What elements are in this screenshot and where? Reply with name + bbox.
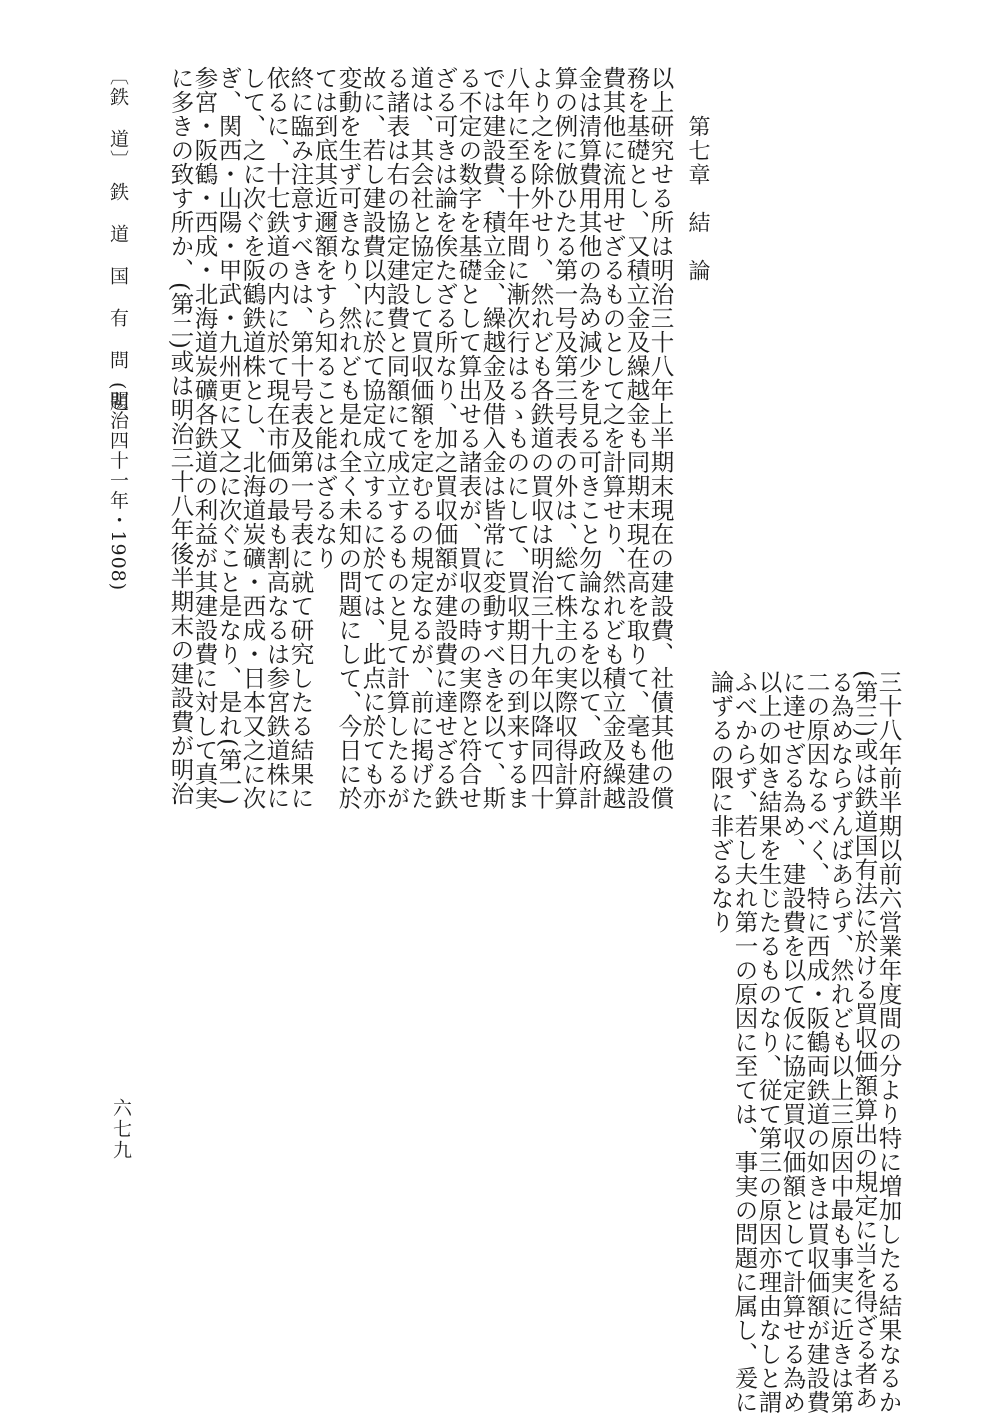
text-line: ては到底其近邇額をすら知ること能はざるなり <box>310 66 339 570</box>
page-number: 六七九 <box>110 1098 132 1161</box>
text-line: 道は、其会社と協定して買収価額を定むるの規定なるが、前に掲げた <box>406 66 435 810</box>
text-line: る為めならずんばあらず、然れども以上三原因中最も事実に近きは第 <box>826 670 855 1414</box>
text-line: 算の例に倣ひたる第一号及第三号表の外は、総て株主の実際収得計算 <box>550 66 579 810</box>
text-line: 論ずるの限に非ざるなり <box>706 670 735 934</box>
footer-section: 〔鉄 道〕 <box>107 66 129 171</box>
text-line: 二の原因なるべく、特に西成・阪鶴両鉄道の如きは買収価額が建設費 <box>802 670 831 1414</box>
text-line: 費其他に流用せざるものとして之を計算せり、然れども積立金及繰越 <box>598 66 627 810</box>
text-line: ふべからず、若し夫れ第一の原因に至ては、事実の問題に属し、爰に <box>730 670 759 1414</box>
text-line: 金は清算費用其他の為め減少を見る可きこと勿論なるを以て、政府計 <box>574 66 603 810</box>
text-line: より之を除外せり、然れども各鉄道の買収は明治三十九年以降同四十 <box>526 66 555 810</box>
text-line: 八年に至る十年間に漸次行はるゝものにして、買収期日の到来するま <box>502 66 531 810</box>
text-line: 終に臨み注意すべきは、第十号表及第一号表に就て研究したる結果に <box>286 66 315 810</box>
text-line: 依るに、十七鉄道の内に於て現在市価の最も割高なるは参宮鉄道株に <box>262 66 291 810</box>
text-line: 以上研究せる所は明治三十八年上半期末現在の建設費、社債其他の償 <box>646 66 675 810</box>
text-line: 変動を生ず可きなり、然れども是れ全く未知の問題にして、今日に於 <box>334 66 363 810</box>
text-line: 以上の如き結果を生じたるものなり、従て第三の原因亦理由なしと謂 <box>754 670 783 1414</box>
text-line: して、之に次ぐを阪鶴鉄道株とし、北海道炭礦・西成・日本又之に次 <box>238 66 267 810</box>
text-line: に達せざる為め、建設費を以て仮に協定買収価額として計算せる為め <box>778 670 807 1414</box>
text-line: 故に、若し建設費以内に於て協定成立するに於ては、此点に於ても亦 <box>358 66 387 810</box>
text-line: では建設費、積立金、繰越金及借入金は皆常に変動すべきを以て、斯 <box>478 66 507 810</box>
text-line: る諸表は右の協定建設費と同額にて成立するものと見て計算したるが <box>382 66 411 810</box>
footer-year: (明治四十一年・1908) <box>107 382 129 592</box>
text-line: 務を基礎とし、又積立金及繰越金も同期末現在高を取りて、毫も建設 <box>622 66 651 810</box>
text-line: ざる可きは論を俟たざる所なり、加之買収価額が建設費に達せざる鉄 <box>430 66 459 810</box>
chapter-heading: 第七章 結 論 <box>685 115 710 283</box>
text-line: る不定の数字を基礎として算出せる諸表が、買収の時の実際と符合せ <box>454 66 483 810</box>
text-line: に多きの致す所か、(第二)或は明治三十八年後半期末の建設費が明治 <box>166 66 195 806</box>
text-line: (第三)或は鉄道国有法に於ける買収価額算出の規定に当を得ざる者あ <box>850 670 879 1410</box>
text-line: 参宮・阪鶴・西成・北海道炭礦各鉄道の利益が其建設費に対して真実 <box>190 66 219 810</box>
footer-title: 鉄 道 国 有 問 題 <box>107 182 129 413</box>
text-line: ぎ、関西・山陽・甲武・九州更に又之に次ぐこと是なり、是れ(第一) <box>214 66 243 806</box>
text-line: 三十八年前半期以前六営業年度間の分より特に増加したる結果なるか <box>874 670 903 1414</box>
